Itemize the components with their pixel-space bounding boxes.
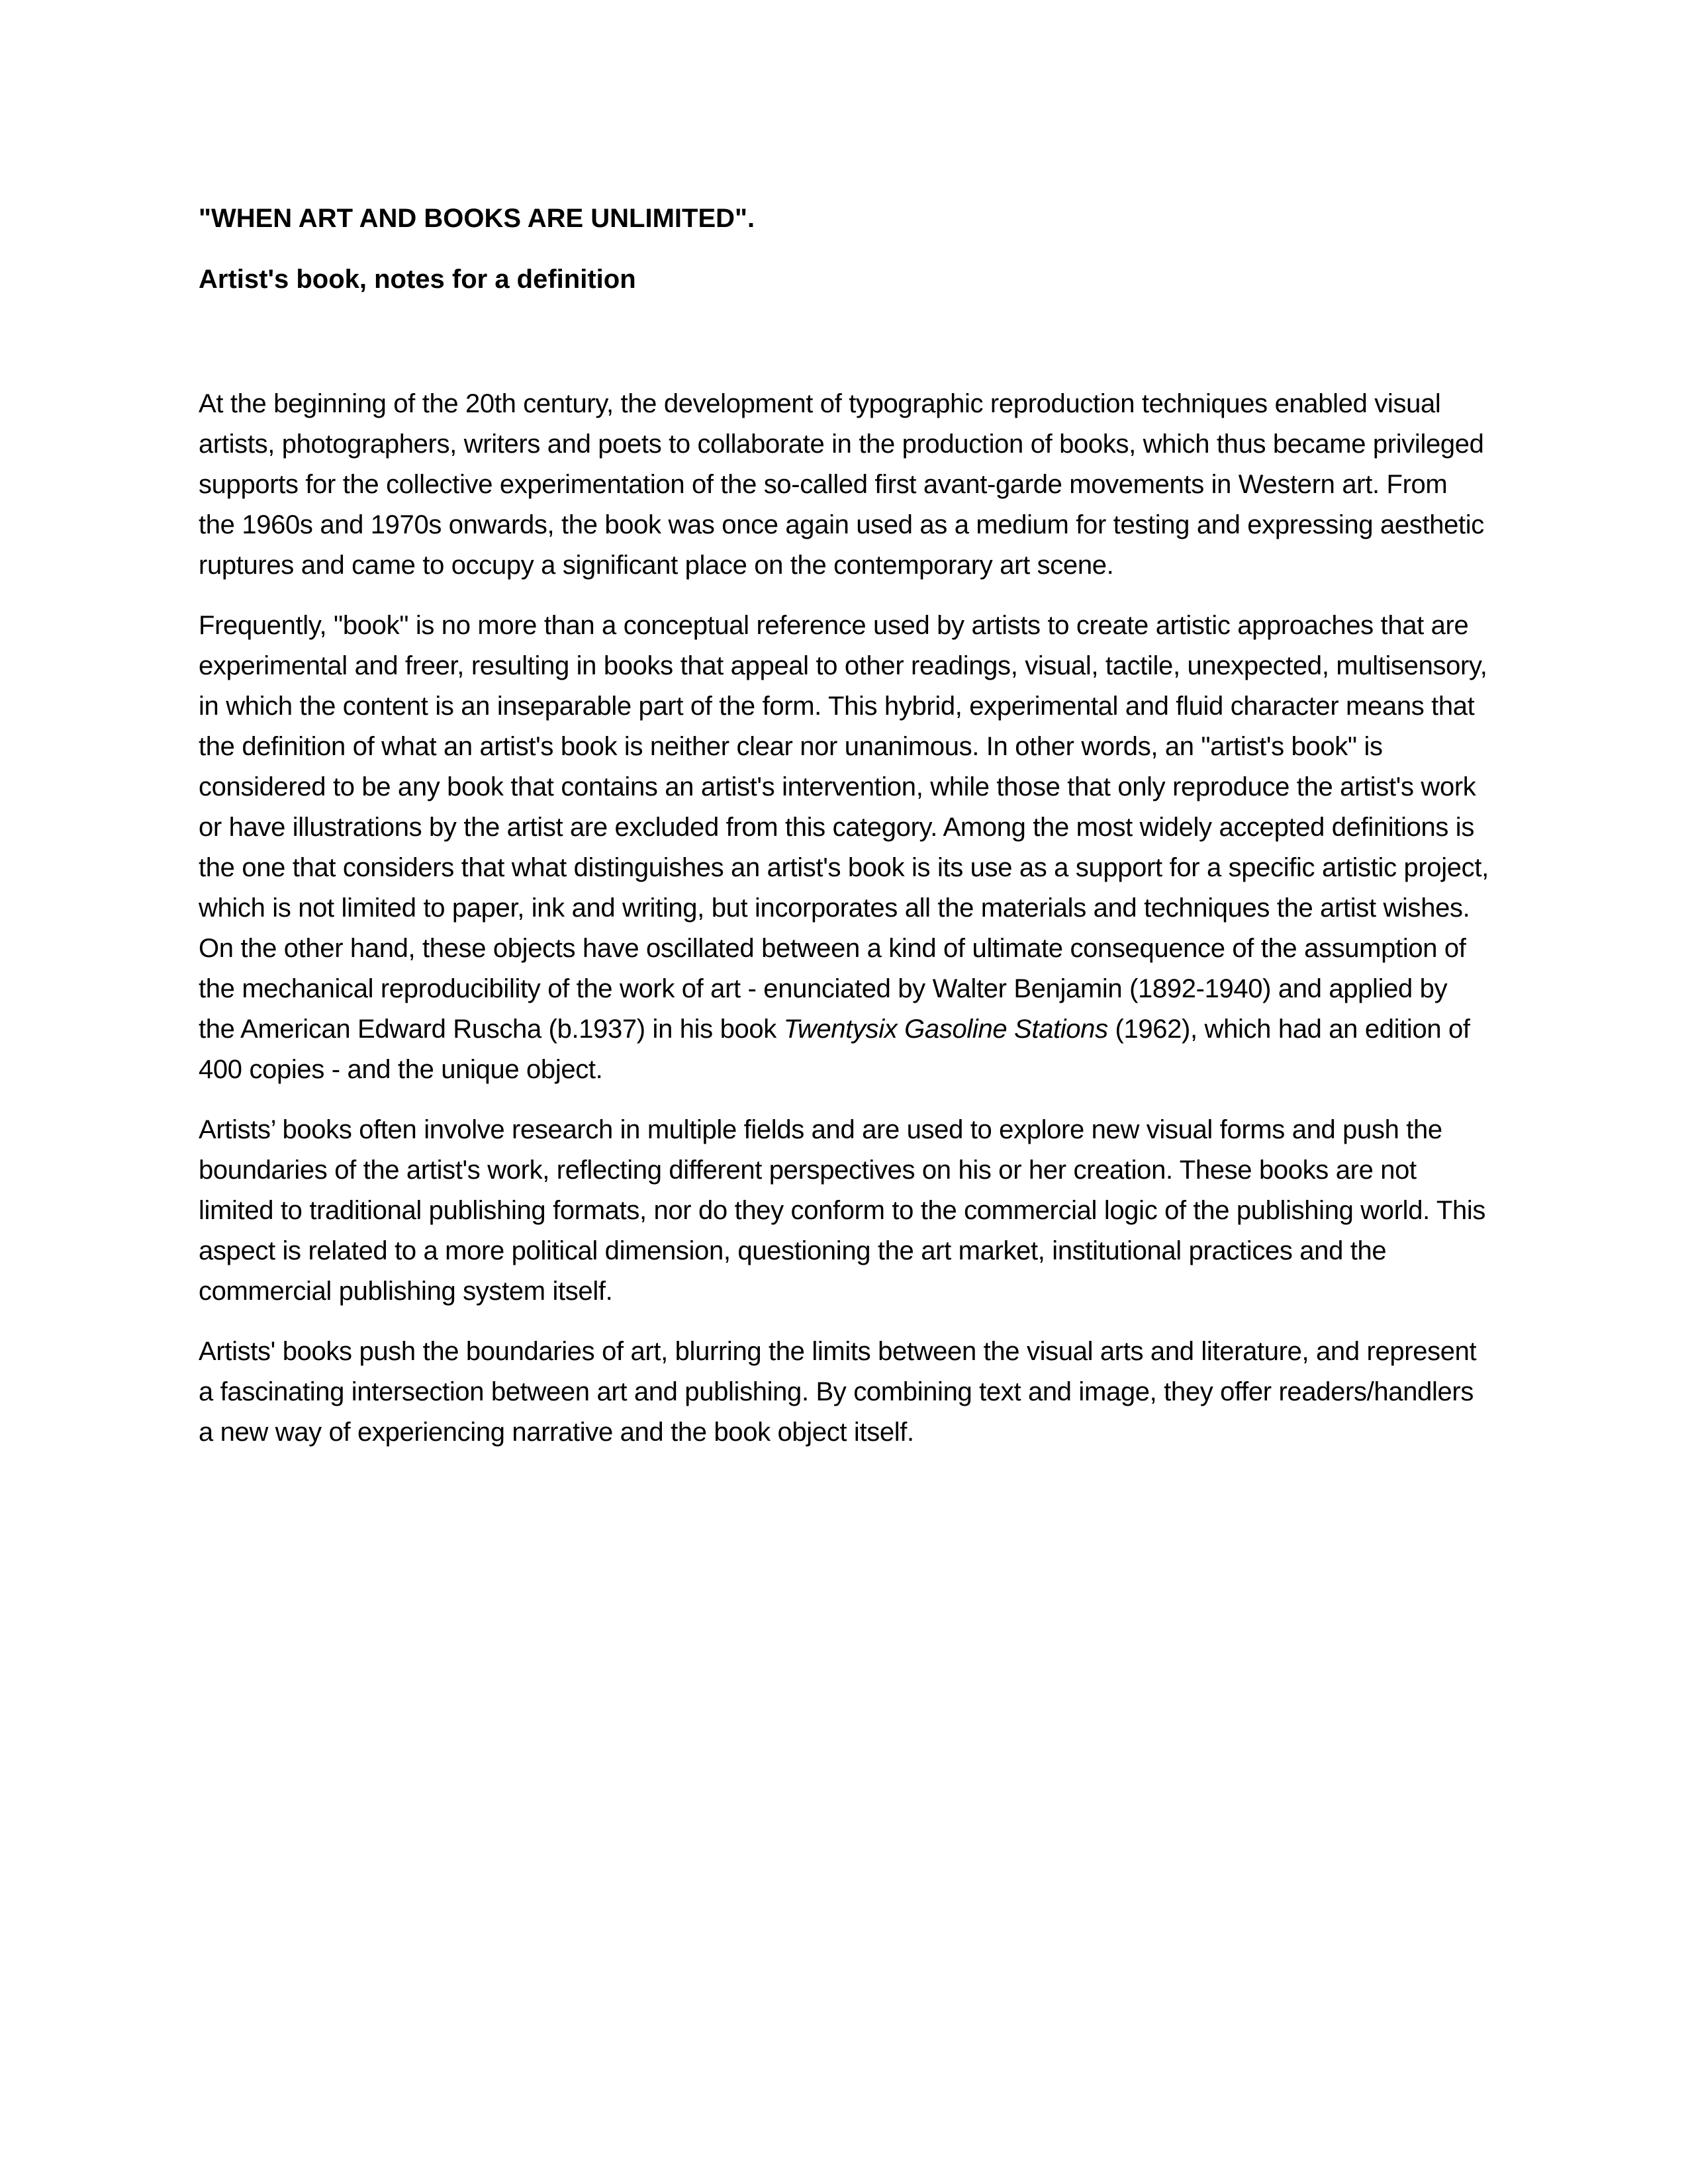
document-subtitle: Artist's book, notes for a definition (199, 265, 636, 294)
paragraph-3: Artists’ books often involve research in multiple fields and are used to explore new visual forms and push the boundaries of the artist's work, reflecting different perspectives on his or her creation. These books are not limited to traditional publishing formats, nor do they conform to the commercial logic of the publishing world. This aspect is related to a more political dimension, questioning the art market, institutional practices and the commercial publishing system itself. (199, 1115, 1486, 1306)
paragraph-2 (199, 606, 1489, 1090)
paragraph-4: Artists' books push the boundaries of art, blurring the limits between the visual arts and literature, and represent a fascinating intersection between art and publishing. By combining text and image, they offer readers/handlers a new way of experiencing narrative and the book object itself. (199, 1337, 1477, 1447)
paragraph-1: At the beginning of the 20th century, the development of typographic reproduction techniques enabled visual artists, photographers, writers and poets to collaborate in the production of books, which thus became privileged supports for the collective experimentation of the so-called first avant-garde movements in Western art. From the 1960s and 1970s onwards, the book was once again used as a medium for testing and expressing aesthetic ruptures and came to occupy a significant place on the contemporary art scene. (199, 389, 1484, 580)
book-title-italic: Twentysix Gasoline Stations (783, 1015, 1108, 1044)
paragraph-2-text-before: Frequently, "book" is no more than a conceptual reference used by artists to create artistic approaches that are experimental and freer, resulting in books that appeal to other readings, visual, tactile, unexpected, multisensory, in which the content is an inseparable part of the form. This hybrid, experimental and fluid character means that the definition of what an artist's book is neither clear nor unanimous. In other words, an "artist's book" is considered to be any book that contains an artist's intervention, while those that only reproduce the artist's work or have illustrations by the artist are excluded from this category. Among the most widely accepted definitions is the one that considers that what distinguishes an artist's book is its use as a support for a specific artistic project, which is not limited to paper, ink and writing, but incorporates all the materials and techniques the artist wishes. On the other hand, these objects have oscillated between a kind of ultimate consequence of the assumption of the mechanical reproducibility of the work of art - enunciated by Walter Benjamin (1892-1940) and applied by the American Edward Ruscha (b.1937) in his book (199, 611, 1489, 1044)
document-title: "WHEN ART AND BOOKS ARE UNLIMITED". (199, 204, 755, 233)
paragraph-2-text-after: (1962), which had an edition of 400 copies - and the unique object. (199, 1015, 1470, 1084)
document-body (199, 199, 1489, 1473)
